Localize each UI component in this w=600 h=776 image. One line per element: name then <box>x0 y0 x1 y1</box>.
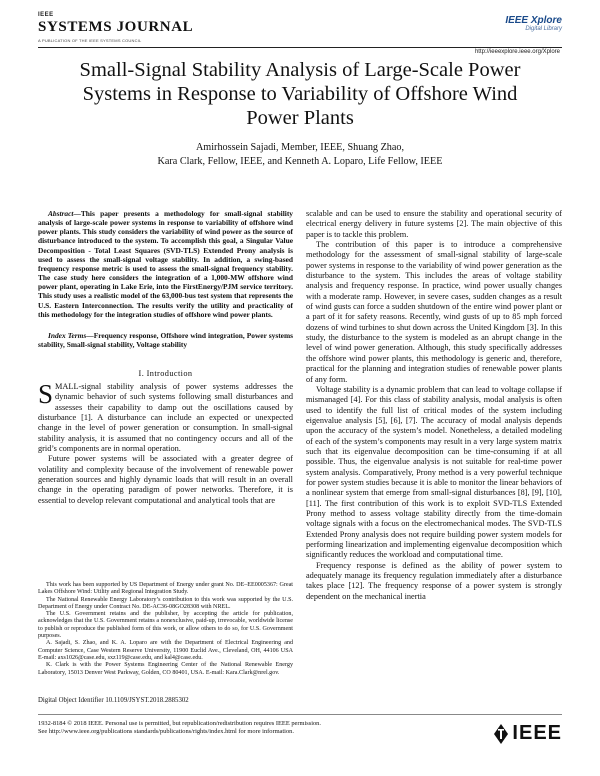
journal-subtitle: A PUBLICATION OF THE IEEE SYSTEMS COUNCIL <box>38 38 142 43</box>
index-terms-text: Frequency response, Offshore wind integration, Power systems stability, Small-signal stability, Voltage stability <box>38 331 293 350</box>
footnote-funding: This work has been supported by US Department of Energy under grant No. DE–EE0005367: Great Lakes Offshore Wind: Utility and Regional Integration Study. <box>38 582 293 596</box>
right-paragraph-continued: scalable and can be used to ensure the stability and operational security of electrical energy delivery in future systems [2]. The main objective of this paper is to tackle this problem. <box>306 209 562 239</box>
footnote-affiliation-nrel: K. Clark is with the Power Systems Engineering Center of the National Renewable Energy Laboratory, 15013 Denver West Parkway, Golden, CO 80401, USA. E-mail: Kara.Clark@nrel.gov. <box>38 662 293 676</box>
abstract-label: Abstract— <box>48 209 81 218</box>
intro-paragraph-1: MALL-signal stability analysis of power systems addresses the dynamic behavior of such systems following small disturbances and assesses their capability to damp out the oscillations caused by disturbance [1]. A disturbance can include an expected or unexpected change in the level of power generation or consumption. In small-signal stability analysis, it is assumed that no contingency occurs and all of the grid’s components are in normal operation. <box>38 382 293 454</box>
introduction-left <box>38 379 293 506</box>
publisher-label: IEEE <box>38 12 54 18</box>
ieee-logo <box>494 722 562 745</box>
xplore-brand: IEEE Xplore <box>505 15 562 26</box>
journal-name: SYSTEMS JOURNAL <box>38 19 194 35</box>
authors-line-1: Amirhossein Sajadi, Member, IEEE, Shuang Zhao, <box>195 142 405 153</box>
ieee-diamond-icon <box>494 724 508 744</box>
right-paragraph-voltage: Voltage stability is a dynamic problem that can lead to voltage collapse if mismanaged [4]. For this class of stability analysis, modal analysis is often used to identify the full list of critical modes of the system including eigenvalue analysis [5], [6], [7]. The accuracy of modal analysis depends upon the accuracy of the system’s model. Nonetheless, a detailed modeling of each of the system’s components may result in a very large system matrix such that its eigenvalue decomposition can be time-consuming if at all possible. Thus, the eigenvalue analysis is not suitable for real-time power system analysis. Comparatively, Prony method is a very powerful technique for power system studies because it is able to monitor the linear behaviors of a nonlinear system that emerge from small-signal disturbances [8], [9], [10], [11]. The first contribution of this work is to exploit SVD-TLS Extended Prony method to assess voltage stability directly from the time-domain voltage signals with a focus on the electromechanical modes. The SVD-TLS Extended Prony analysis does not require building power system models for performing linearization and implementing eigenvalue decomposition which significantly reduces the workload and computational time. <box>306 384 562 560</box>
license-line-2[interactable]: See http://www.ieee.org/publications standards/publications/rights/index.html for more information. <box>38 728 294 736</box>
right-paragraph-contribution: The contribution of this paper is to introduce a comprehensive methodology for the assessment of small-signal stability of large-scale power systems in response to the variability of wind power generation as the disturbance to the system. This includes the areas of voltage stability analysis and frequency response. In practice, wind power usually changes with a moderate ramp. However, in severe cases, sudden changes as a result of wind gusts can force a sudden shutdown of the entire wind power plant or a part of it for safety reasons. Recently, wind gusts of up to 85 mph forced dozens of wind turbines to shut down across the United Kingdom [3]. In this study, the disturbance to the system is modeled as an abrupt change in the level of wind power generation. Although, this study specifically addresses the offshore wind power plants, this methodology is generic and, therefore, practical for the planning and integration studies of renewable power plants of any form. <box>306 240 562 384</box>
footnote-affiliation-cwru: A. Sajadi, S. Zhao, and K. A. Loparo are with the Department of Electrical Engineering and Computer Science, Case Western Reserve University, 11900 Euclid Ave., Cleveland, OH, 44106 USA E-mail: axs1026@case.edu, sxz119@case.edu, and kal4@case.edu. <box>38 640 293 661</box>
abstract-text: This paper presents a methodology for small-signal stability analysis of large-scale power systems in response to variability of offshore wind power plants. This study considers the variability of wind power as the source of disturbance introduced to the system. To accomplish this goal, a Singular Value Decomposition - Total Least Squares (SVD-TLS) Extended Prony analysis is used to assess the small-signal voltage stability. In addition, a swing-based frequency response metric is used to assess the small-signal frequency stability. The case study here considers the integration of a 1,000-MW offshore wind power plant, operating in Lake Erie, into the FirstEnergy/PJM service territory. This study uses a realistic model of the 63,000-bus test system that represents the U.S. Eastern Interconnection. The results verify the utility and practicality of this methodology for the integration studies of offshore wind power plants. <box>38 209 293 319</box>
xplore-tagline: Digital Library <box>525 26 562 32</box>
footnote-nrel: The National Renewable Energy Laboratory’s contribution to this work was supported by the U.S. Department of Energy under Contract No. DE-AC36-08GO28308 with NREL. <box>38 596 293 610</box>
authors-line-2: Kara Clark, Fellow, IEEE, and Kenneth A. Loparo, Life Fellow, IEEE <box>157 156 443 167</box>
introduction-right <box>306 209 562 602</box>
doi-label[interactable]: Digital Object Identifier 10.1109/JSYST.2018.2885302 <box>38 697 189 704</box>
author-block <box>60 141 540 169</box>
footnote-government: The U.S. Government retains and the publisher, by accepting the article for publication, acknowledges that the U.S. Government retains a nonexclusive, paid-up, irrevocable, worldwide license to publish or reproduce the published form of this work, or allow others to do so, for U.S. Government purposes. <box>38 611 293 640</box>
xplore-url[interactable]: http://ieeexplore.ieee.org/Xplore <box>474 49 560 55</box>
drop-cap: S <box>38 379 54 409</box>
paper-title: Small-Signal Stability Analysis of Large-Scale Power Systems in Response to Variability of Offshore Wind Power Plants <box>79 59 521 129</box>
footer-rule <box>38 714 562 715</box>
xplore-logo[interactable] <box>505 15 562 32</box>
index-terms-label: Index Terms— <box>48 331 94 340</box>
intro-paragraph-2: Future power systems will be associated with a greater degree of volatility and complexity because of the involvement of renewable power generation sources and highly dynamic loads that will result in an overall change in the operating paradigm of power networks. Therefore, it is essential to develop relevant computational and analytical tools that are <box>38 454 293 505</box>
right-paragraph-frequency: Frequency response is defined as the ability of power system to adequately manage its frequency regulation immediately after a disturbance takes place [12]. The frequency response of a power system is strongly dependent on the mechanical inertia <box>306 560 562 601</box>
index-terms <box>38 331 293 349</box>
abstract <box>38 209 293 319</box>
license-notice <box>38 720 478 737</box>
footnotes <box>38 582 293 677</box>
ieee-logo-text: IEEE <box>512 722 562 744</box>
section-heading-introduction: I. Introduction <box>138 369 193 378</box>
header-rule <box>38 47 562 48</box>
license-line-1: 1932-8184 © 2018 IEEE. Personal use is permitted, but republication/redistribution requires IEEE permission. <box>38 720 321 727</box>
